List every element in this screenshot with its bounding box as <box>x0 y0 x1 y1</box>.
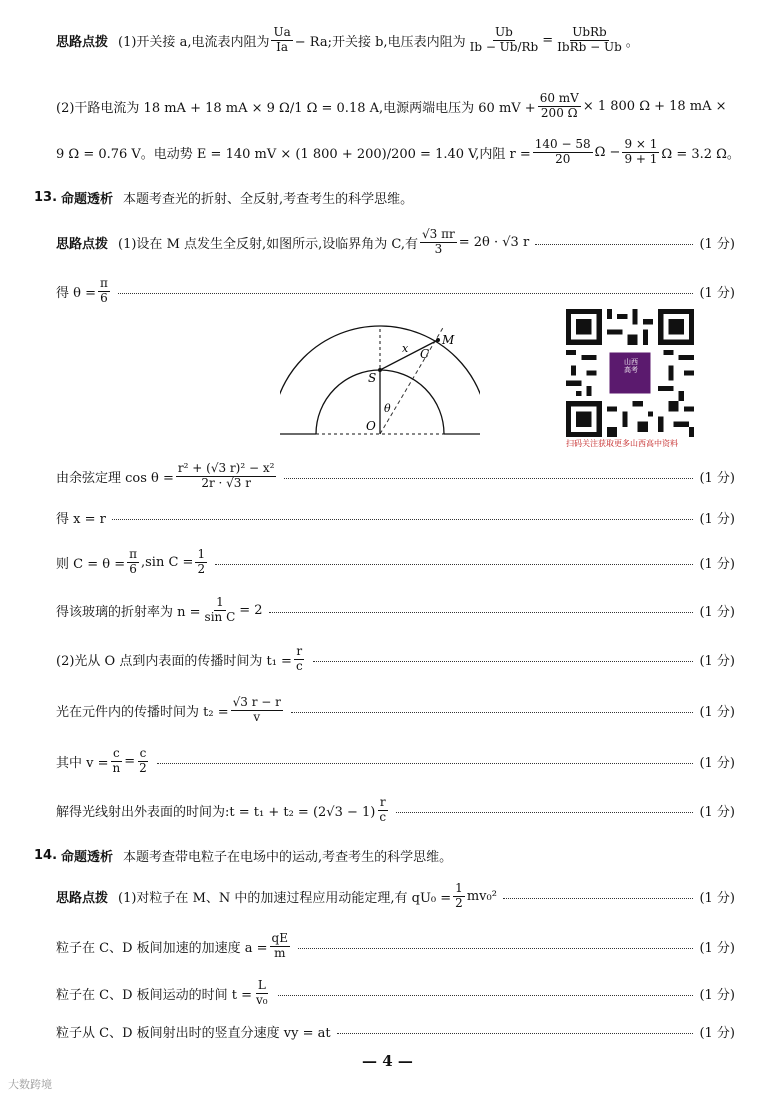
score: (1 分) <box>699 940 735 956</box>
q14-header <box>34 846 735 865</box>
q13-head: 命题透析 <box>61 192 114 207</box>
leader-dots <box>269 612 693 613</box>
page-number: — 4 — <box>362 1052 413 1070</box>
q12-text2b: × 1 800 Ω + 18 mA × <box>582 98 727 114</box>
leader-dots <box>284 478 693 479</box>
score: (1 分) <box>699 512 735 527</box>
q12-frac4: $\frac{60 mV}{200 \Omega}$ <box>539 91 579 120</box>
q12-line2 <box>56 92 735 121</box>
q13-line1: 思路点拨 (1)设在 M 点发生全反射,如图所示,设临界角为 C,有 $\frac{√3 \pi r}{3}$ = 2θ · √3 r (1 分) <box>56 227 735 256</box>
q14-line2: 粒子在 C、D 板间加速的加速度 a = $\frac{qE}{m}$ (1 分) <box>56 931 735 960</box>
leader-dots <box>157 763 693 764</box>
q13-line2: 得 θ = $\frac{\pi}{6}$ (1 分) <box>56 276 735 305</box>
q13-line9: 其中 v = $\frac{c}{n}$ = $\frac{c}{2}$ (1 分) <box>56 746 735 775</box>
q13-line5: 则 C = θ = $\frac{\pi}{6}$ ,sin C = $\frac{1}{2}$ (1 分) <box>56 547 735 576</box>
q12-text1b: − Ra;开关接 b,电压表内阻为 <box>294 34 466 50</box>
q13-line4: 得 x = r (1 分) <box>56 508 735 527</box>
q13-head-text: 本题考查光的折射、全反射,考查考生的科学思维。 <box>123 192 414 207</box>
score: (1 分) <box>699 1026 735 1041</box>
score: (1 分) <box>699 987 735 1003</box>
q12-text1a: (1)开关接 a,电流表内阻为 <box>118 34 270 50</box>
q13-header <box>34 188 735 207</box>
q14-number: 14. <box>34 848 58 863</box>
score: (1 分) <box>699 704 735 720</box>
leader-dots <box>503 898 693 899</box>
score: (1 分) <box>699 604 735 620</box>
q12-end: 。 <box>625 34 639 50</box>
q12-line1 <box>56 26 735 55</box>
q12-frac5: $\frac{140 - 58}{20}$ <box>534 137 591 166</box>
leader-dots <box>298 948 693 949</box>
q12-frac3: $\frac{\text{UbRb}}{\text{IbRb − Ub}}$ <box>557 25 622 54</box>
q13-line10: 解得光线射出外表面的时间为:t = t₁ + t₂ = (2√3 − 1) $\frac{r}{c}$ (1 分) <box>56 795 735 824</box>
q12-text2a: (2)干路电流为 18 mA + 18 mA × 9 Ω/1 Ω = 0.18 A,电源两端电压为 60 mV + <box>56 100 536 116</box>
leader-dots <box>337 1033 693 1034</box>
score: (1 分) <box>699 236 735 252</box>
point-M <box>436 338 440 342</box>
q12-text3a: 9 Ω = 0.76 V。电动势 E = 140 mV × (1 800 + 200)/200 = 1.40 V,内阻 r = <box>56 146 531 162</box>
watermark: 大数跨境 <box>8 1078 52 1091</box>
score: (1 分) <box>699 653 735 669</box>
q13-line3: 由余弦定理 cos θ = $\frac{\text{r² + (√3 r)² − x²}}{2r \cdot √3 r}$ (1 分) <box>56 461 735 490</box>
ray-x <box>380 340 438 370</box>
score: (1 分) <box>699 556 735 572</box>
q12-text3c: Ω = 3.2 Ω。 <box>661 146 740 162</box>
score: (1 分) <box>699 755 735 771</box>
leader-dots <box>215 564 693 565</box>
q13-line8: 光在元件内的传播时间为 t₂ = $\frac{√3 r - r}{v}$ (1 分) <box>56 695 735 724</box>
label-theta: θ <box>384 402 391 415</box>
q12-eq: = <box>542 32 554 48</box>
q12-line3 <box>56 137 740 167</box>
q14-line4: 粒子从 C、D 板间射出时的竖直分速度 vy = at (1 分) <box>56 1022 735 1041</box>
leader-dots <box>118 293 693 294</box>
leader-dots <box>291 712 693 713</box>
leader-dots <box>112 519 693 520</box>
q12-frac6: $\frac{9 \times 1}{9 + 1}$ <box>624 137 658 166</box>
leader-dots <box>396 812 693 813</box>
q13-line6: 得该玻璃的折射率为 n = $\frac{1}{\text{sin C}}$ = 2 (1 分) <box>56 595 735 624</box>
q12-text3b: Ω − <box>594 144 621 160</box>
label-O: O <box>366 419 376 433</box>
q12-frac1: $\frac{Ua}{Ia}$ <box>273 25 291 54</box>
label-C: C <box>420 347 430 361</box>
label-S: S <box>368 371 377 385</box>
q14-head: 命题透析 <box>61 850 114 865</box>
leader-dots <box>313 661 693 662</box>
score: (1 分) <box>699 470 735 486</box>
q14-head-text: 本题考查带电粒子在电场中的运动,考查考生的科学思维。 <box>123 850 453 865</box>
q13-line7: (2)光从 O 点到内表面的传播时间为 t₁ = $\frac{r}{c}$ (1 分) <box>56 644 735 673</box>
q13-label: 思路点拨 <box>56 236 109 252</box>
qr-center-label: 山西 高考 <box>624 358 638 375</box>
qr-caption: 扫码关注获取更多山西高中资料 <box>566 439 678 448</box>
point-S <box>378 368 382 372</box>
semicircle-diagram <box>280 300 480 440</box>
q12-frac2: $\frac{Ub}{Ib - Ub/Rb}$ <box>469 25 539 54</box>
q14-line3: 粒子在 C、D 板间运动的时间 t = $\frac{L}{\text{v₀}}$ (1 分) <box>56 978 735 1007</box>
score: (1 分) <box>699 804 735 820</box>
q14-line1: 思路点拨 (1)对粒子在 M、N 中的加速过程应用动能定理,有 qU₀ = $\frac{1}{2}$ mv₀² (1 分) <box>56 881 735 910</box>
q13-number: 13. <box>34 190 58 205</box>
label-M: M <box>442 333 455 347</box>
leader-dots <box>535 244 693 245</box>
q12-label: 思路点拨 <box>56 34 109 50</box>
q14-label: 思路点拨 <box>56 890 109 906</box>
score: (1 分) <box>699 890 735 906</box>
label-x: x <box>402 342 409 355</box>
leader-dots <box>278 995 693 996</box>
score: (1 分) <box>699 285 735 301</box>
